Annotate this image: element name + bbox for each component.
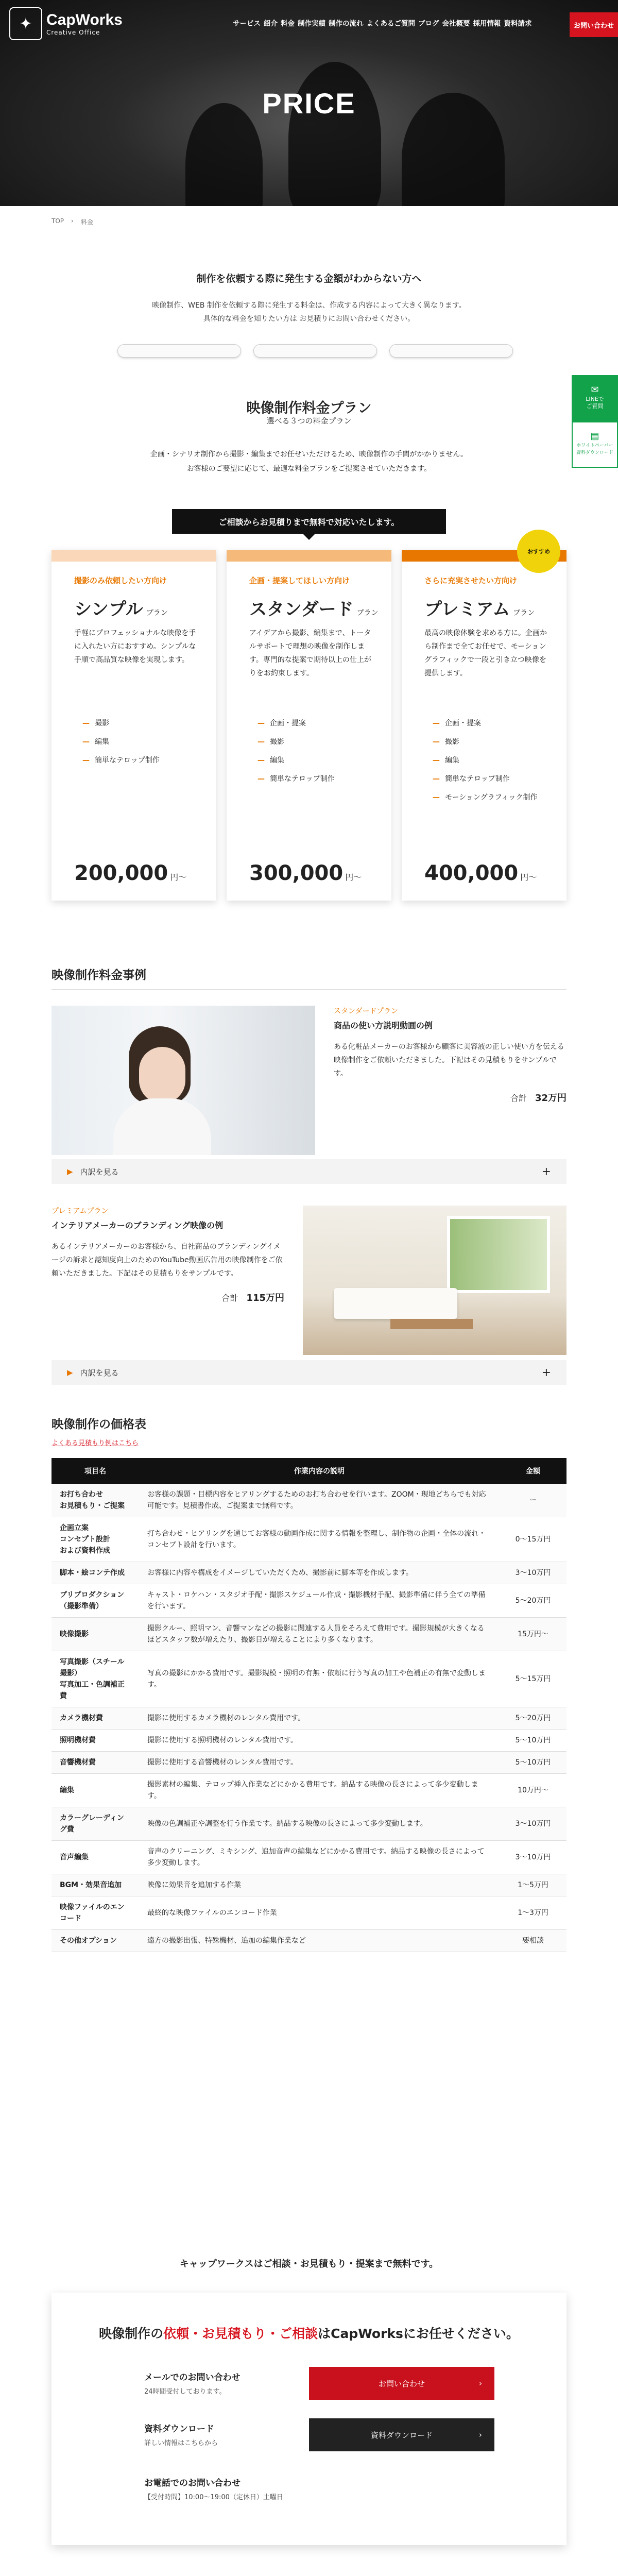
plan-name-text: スタンダード	[249, 599, 354, 620]
plan-accent	[227, 550, 391, 562]
plan-name-text: シンプル	[74, 599, 143, 620]
plan-feature: — 簡単なテロップ制作	[82, 751, 216, 770]
plan-suffix: プラン	[356, 609, 379, 617]
cta-contact-button[interactable]	[309, 2367, 494, 2400]
cta-heading-em: 依頼・お見積もり・ご相談	[163, 2326, 318, 2341]
plan-feature: — 編集	[258, 751, 391, 770]
total-label: 合計	[510, 1093, 527, 1103]
row-item: 編集	[52, 1774, 139, 1807]
nav-item[interactable]: 資料請求	[504, 20, 532, 28]
row-price: 5〜20万円	[500, 1584, 566, 1618]
col-price: 金額	[500, 1458, 566, 1484]
breadcrumb-home[interactable]: TOP	[52, 217, 64, 225]
row-item: 音響機材費	[52, 1752, 139, 1774]
plan-desc: アイデアから撮影、編集まで、トータルサポートで理想の映像を制作します。専門的な提案で期待以上の仕上がりをお約束します。	[249, 629, 371, 677]
estimate-link[interactable]: よくある見積もり例はこちら	[52, 1439, 139, 1447]
row-price: 3〜10万円	[500, 1841, 566, 1874]
row-item: お打ち合わせ お見積もり・ご提案	[52, 1484, 139, 1517]
table-row	[52, 1618, 566, 1651]
expand-breakdown[interactable]	[52, 1159, 566, 1184]
plan-target: さらに充実させたい方向け	[424, 576, 518, 585]
row-price: 1〜3万円	[500, 1896, 566, 1930]
nav-item[interactable]: 制作の流れ	[329, 20, 364, 28]
row-item: カメラ機材費	[52, 1707, 139, 1730]
cta-tel-hours: 【受付時間】10:00〜19:00（定休日）土曜日	[144, 2494, 283, 2501]
plan-feature: — 企画・提案	[433, 714, 566, 733]
row-price: 5〜15万円	[500, 1651, 566, 1707]
row-desc: 音声のクリーニング、ミキシング、追加音声の編集などにかかる費用です。納品する映像の長さによって多少変動します。	[139, 1841, 500, 1874]
row-desc: 最終的な映像ファイルのエンコード作業	[139, 1896, 500, 1930]
download-side-button[interactable]	[572, 421, 618, 468]
row-price: 3〜10万円	[500, 1562, 566, 1584]
brand-sub: Creative Office	[46, 29, 100, 36]
divider	[52, 989, 566, 990]
nav-item[interactable]: よくあるご質問	[366, 20, 415, 28]
line-contact-button[interactable]	[572, 375, 618, 421]
total-label: 合計	[221, 1293, 238, 1303]
table-row	[52, 1707, 566, 1730]
nav-item[interactable]: サービス	[233, 20, 261, 28]
plan-suffix: プラン	[146, 609, 168, 617]
anchor-links	[117, 344, 513, 358]
col-item: 項目名	[52, 1458, 139, 1484]
example-table	[390, 1319, 473, 1329]
table-row	[52, 1896, 566, 1930]
cta-mail-row	[144, 2370, 494, 2396]
row-item: その他オプション	[52, 1930, 139, 1952]
chevron-right-icon: ›	[71, 217, 74, 225]
example-image	[303, 1206, 566, 1355]
row-price: 15万円〜	[500, 1618, 566, 1651]
row-item: 映像ファイルのエンコード	[52, 1896, 139, 1930]
table-row	[52, 1651, 566, 1707]
plans-desc-line: お客様のご要望に応じて、最適な料金プランをご提案させていただきます。	[186, 465, 432, 473]
cta-tel-title: お電話でのお問い合わせ	[144, 2478, 241, 2488]
nav-item[interactable]: 会社概要	[442, 20, 470, 28]
example-total	[334, 1091, 566, 1104]
row-item: 脚本・絵コンテ作成	[52, 1562, 139, 1584]
total-value: 115万円	[246, 1293, 284, 1303]
plans-desc	[52, 447, 566, 476]
plan-name-text: プレミアム	[424, 599, 510, 620]
plan-price-unit: 円〜	[170, 872, 187, 882]
plan-price-value: 200,000	[74, 861, 168, 885]
plus-icon: +	[541, 1366, 551, 1379]
cta-row-title: メールでのお問い合わせ	[144, 2372, 241, 2383]
cta-heading-pre: 映像制作の	[99, 2326, 164, 2341]
plan-price-value: 400,000	[424, 861, 519, 885]
row-desc: 撮影に使用するカメラ機材のレンタル費用です。	[139, 1707, 500, 1730]
global-nav	[233, 18, 535, 28]
expand-label: 内訳を見る	[80, 1368, 119, 1378]
plan-target: 企画・提案してほしい方向け	[249, 576, 350, 585]
row-desc: 撮影素材の編集、テロップ挿入作業などにかかる費用です。納品する映像の長さによって多少変動します。	[139, 1774, 500, 1807]
chevron-right-icon: ›	[479, 2430, 482, 2439]
hero-silhouette	[288, 62, 381, 206]
table-row	[52, 1484, 566, 1517]
cta-heading-post: はCapWorksにお任せください。	[318, 2326, 519, 2341]
plan-card	[227, 550, 391, 901]
intro-body	[52, 299, 566, 326]
row-item: プリプロダクション （撮影準備）	[52, 1584, 139, 1618]
cta-row-title: 資料ダウンロード	[144, 2424, 214, 2434]
nav-item[interactable]: 制作実績	[298, 20, 325, 28]
row-desc: 映像に効果音を追加する作業	[139, 1874, 500, 1896]
plan-feature: — 編集	[82, 733, 216, 751]
row-item: 写真撮影（スチール撮影） 写真加工・色調補正費	[52, 1651, 139, 1707]
example-text	[315, 1006, 566, 1104]
arrow-icon: ▶	[67, 1368, 73, 1377]
logo[interactable]	[9, 7, 123, 40]
row-price: 5〜20万円	[500, 1707, 566, 1730]
nav-item[interactable]: 紹介	[264, 20, 278, 28]
row-desc: 撮影に使用する照明機材のレンタル費用です。	[139, 1730, 500, 1752]
contact-button[interactable]: お問い合わせ	[570, 12, 618, 37]
document-icon: ▤	[590, 431, 599, 442]
expand-label: 内訳を見る	[80, 1167, 119, 1177]
cta-download-button[interactable]	[309, 2418, 494, 2451]
example-sofa	[334, 1288, 457, 1319]
plan-feature: — 企画・提案	[258, 714, 391, 733]
intro-line: 映像制作、WEB 制作を依頼する際に発生する料金は、作成する内容によって大きく異なります。	[152, 301, 466, 310]
pricelist-heading: 映像制作の価格表	[52, 1418, 146, 1431]
logo-icon: ✦	[9, 7, 42, 40]
cta-heading	[52, 2324, 566, 2342]
example-window	[447, 1216, 550, 1293]
table-row	[52, 1517, 566, 1562]
brand-name: CapWorks	[46, 11, 123, 28]
breadcrumb	[52, 217, 93, 226]
cta-button-label: 資料ダウンロード	[370, 2430, 433, 2440]
plans-title: 映像制作料金プラン	[246, 400, 372, 416]
plan-price-value: 300,000	[249, 861, 344, 885]
cta-button-label: お問い合わせ	[378, 2379, 425, 2388]
table-row	[52, 1841, 566, 1874]
example-figure	[113, 1098, 211, 1155]
example-body: あるインテリアメーカーのお客様から、自社商品のブランディングイメージの訴求と認知度向上のためのYouTube動画広告用の映像制作をご依頼いただきました。下記はその見積もりをサンプルです。	[52, 1243, 283, 1278]
plan-price-unit: 円〜	[520, 872, 537, 882]
arrow-icon: ▶	[67, 1167, 73, 1176]
plans-subtitle: 選べる３つの料金プラン	[266, 416, 352, 426]
cta-row-sub: 詳しい情報はこちらから	[144, 2439, 218, 2447]
row-desc: 撮影に使用する音響機材のレンタル費用です。	[139, 1752, 500, 1774]
example-figure	[139, 1047, 185, 1104]
cta-row-sub: 24時間受付しております。	[144, 2388, 226, 2396]
cta-tel-row	[144, 2476, 494, 2501]
anchor-link[interactable]	[253, 344, 377, 358]
row-desc: お客様に内容や構成をイメージしていただくため、撮影前に脚本等を作成します。	[139, 1562, 500, 1584]
plan-name	[74, 595, 216, 620]
cta-download-row	[144, 2421, 494, 2447]
plan-feature: — 編集	[433, 751, 566, 770]
download-side-label: ホワイトペーパー 資料ダウンロード	[576, 443, 613, 455]
table-row	[52, 1874, 566, 1896]
plans-desc-line: 企画・シナリオ制作から撮影・編集までお任せいただけるため、映像制作の手間がかかりません。	[150, 450, 468, 459]
plan-card	[52, 550, 216, 901]
table-row	[52, 1584, 566, 1618]
plan-feature: — 簡単なテロップ制作	[433, 770, 566, 788]
free-consult-banner: ご相談からお見積りまで無料で対応いたします。	[172, 509, 446, 534]
plan-accent	[52, 550, 216, 562]
row-desc: お客様の課題・目標内容をヒアリングするためのお打ち合わせを行います。ZOOM・現地どちらでも対応可能です。見積書作成、ご提案まで無料です。	[139, 1484, 500, 1517]
example-text	[52, 1206, 303, 1304]
plan-price-unit: 円〜	[345, 872, 362, 882]
plan-name	[249, 595, 391, 620]
anchor-link[interactable]	[117, 344, 241, 358]
plan-feature: — モーショングラフィック制作	[433, 788, 566, 807]
plan-name	[424, 595, 566, 620]
row-item: 映像撮影	[52, 1618, 139, 1651]
plan-target: 撮影のみ依頼したい方向け	[74, 576, 167, 585]
hero	[0, 0, 618, 206]
row-item: カラーグレーディング費	[52, 1807, 139, 1841]
line-contact-label: LINEで ご質問	[586, 396, 604, 410]
row-desc: 撮影クルー、照明マン、音響マンなどの撮影に関連する人員をそろえて費用です。撮影規模が大きくなるほどスタッフ数が増えたり、撮影日が増えることにより多くなります。	[139, 1618, 500, 1651]
nav-item[interactable]: ブログ	[418, 20, 439, 28]
row-price: 0〜15万円	[500, 1517, 566, 1562]
page-title: PRICE	[262, 87, 356, 120]
header	[0, 0, 618, 47]
cta-box	[52, 2293, 566, 2545]
plan-price	[74, 861, 186, 885]
row-desc: 映像の色調補正や調整を行う作業です。納品する映像の長さによって多少変動します。	[139, 1807, 500, 1841]
example-total	[52, 1291, 284, 1304]
chevron-right-icon: ›	[479, 2379, 482, 2388]
example-image	[52, 1006, 315, 1155]
row-item: 企画立案 コンセプト設計 および資料作成	[52, 1517, 139, 1562]
intro-question: 制作を依頼する際に発生する金額がわからない方へ	[196, 273, 422, 284]
row-item: 音声編集	[52, 1841, 139, 1874]
price-table	[52, 1458, 566, 1952]
nav-item[interactable]: 採用情報	[473, 20, 501, 28]
row-price: 5〜10万円	[500, 1730, 566, 1752]
example-case	[52, 1206, 566, 1355]
row-item: 照明機材費	[52, 1730, 139, 1752]
row-desc: キャスト・ロケハン・スタジオ手配・撮影スケジュール作成・撮影機材手配、撮影準備に伴う全ての準備を行います。	[139, 1584, 500, 1618]
row-item: BGM・効果音追加	[52, 1874, 139, 1896]
chat-icon: ✉	[591, 384, 599, 395]
table-row	[52, 1730, 566, 1752]
examples-heading: 映像制作料金事例	[52, 969, 146, 982]
plan-price	[249, 861, 362, 885]
anchor-link[interactable]	[389, 344, 513, 358]
example-body: ある化粧品メーカーのお客様から顧客に美容液の正しい使い方を伝える映像制作をご依頼いただきました。下記はその見積もりをサンプルです。	[334, 1043, 564, 1078]
row-desc: 遠方の撮影出張、特殊機材、追加の編集作業など	[139, 1930, 500, 1952]
table-row	[52, 1562, 566, 1584]
example-plan: プレミアムプラン	[52, 1207, 109, 1215]
expand-breakdown[interactable]	[52, 1360, 566, 1385]
breadcrumb-current: 料金	[80, 218, 93, 226]
cta-lead: キャップワークスはご相談・お見積もり・提案まで無料です。	[179, 2259, 439, 2269]
col-desc: 作業内容の説明	[139, 1458, 500, 1484]
row-price: 5〜10万円	[500, 1752, 566, 1774]
table-row	[52, 1807, 566, 1841]
row-price: 要相談	[500, 1930, 566, 1952]
recommend-badge: おすすめ	[517, 530, 560, 573]
nav-item[interactable]: 料金	[281, 20, 295, 28]
example-case	[52, 1006, 566, 1155]
example-title: インテリアメーカーのブランディング映像の例	[52, 1221, 224, 1230]
plan-desc: 手軽にプロフェッショナルな映像を手に入れたい方におすすめ。シンプルな手順で高品質な映像を実現します。	[74, 629, 196, 664]
intro-line: 具体的な料金を知りたい方は お見積りにお問い合わせください。	[203, 315, 415, 323]
example-title: 商品の使い方説明動画の例	[334, 1021, 433, 1030]
plan-feature: — 撮影	[82, 714, 216, 733]
row-desc: 写真の撮影にかかる費用です。撮影規模・照明の有無・依頼に行う写真の加工や色補正の有無で変動します。	[139, 1651, 500, 1707]
plan-card	[402, 550, 566, 901]
plan-features	[433, 714, 566, 807]
plan-feature: — 簡単なテロップ制作	[258, 770, 391, 788]
table-row	[52, 1774, 566, 1807]
plan-feature: — 撮影	[258, 733, 391, 751]
row-price: 10万円〜	[500, 1774, 566, 1807]
example-plan: スタンダードプラン	[334, 1007, 399, 1015]
plan-feature: — 撮影	[433, 733, 566, 751]
plan-price	[424, 861, 537, 885]
plan-desc: 最高の映像体験を求める方に。企画から制作まで全てお任せで、モーショングラフィックで一段と引き立つ映像を提供します。	[424, 629, 547, 677]
plan-features	[258, 714, 391, 788]
row-price: 1〜5万円	[500, 1874, 566, 1896]
row-price: 3〜10万円	[500, 1807, 566, 1841]
total-value: 32万円	[535, 1093, 566, 1104]
table-row	[52, 1752, 566, 1774]
row-desc: 打ち合わせ・ヒアリングを通じてお客様の動画作成に関する情報を整理し、制作物の企画・全体の流れ・コンセプト設計を行います。	[139, 1517, 500, 1562]
plan-features	[82, 714, 216, 770]
row-price: ー	[500, 1484, 566, 1517]
table-row	[52, 1930, 566, 1952]
plan-suffix: プラン	[513, 609, 535, 617]
plus-icon: +	[541, 1165, 551, 1178]
